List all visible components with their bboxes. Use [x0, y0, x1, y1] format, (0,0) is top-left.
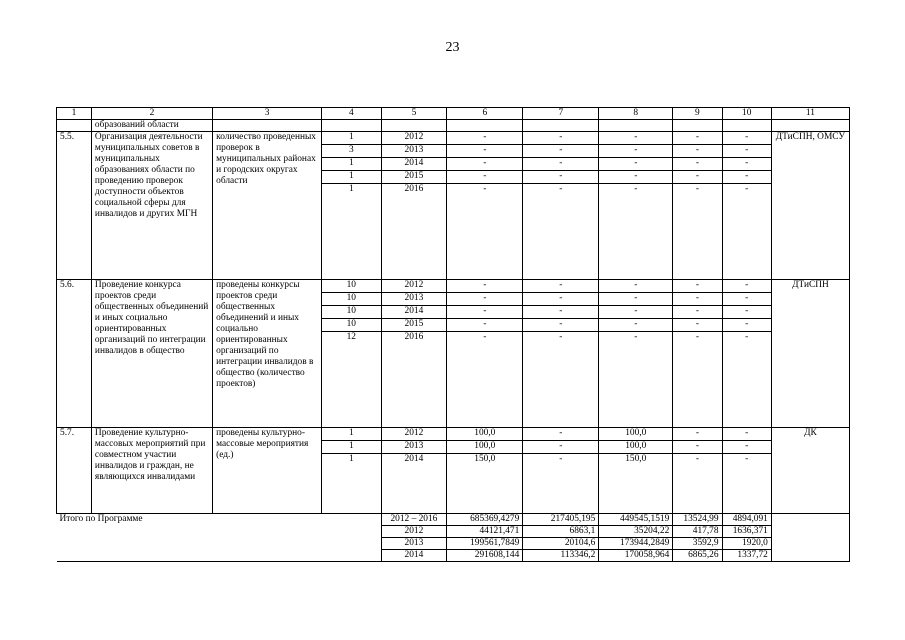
table-row	[57, 132, 850, 145]
amount-cell: -	[722, 454, 771, 514]
amount-cell: -	[722, 441, 771, 454]
indicator-value: 1	[322, 171, 382, 184]
year-cell: 2014	[381, 454, 447, 514]
amount-cell: -	[673, 293, 722, 306]
table-cell	[673, 120, 722, 132]
amount-cell: -	[673, 171, 722, 184]
indicator-text: проведены культурно-массовые мероприятия (ед.)	[213, 428, 322, 514]
amount-cell: -	[722, 306, 771, 319]
amount-cell: 13524,99	[673, 514, 722, 526]
amount-cell: -	[673, 145, 722, 158]
amount-cell: -	[447, 280, 523, 293]
amount-cell: -	[523, 332, 599, 428]
year-cell: 2014	[381, 158, 447, 171]
year-cell: 2013	[381, 293, 447, 306]
carry-over-row	[57, 120, 850, 132]
amount-cell: -	[722, 184, 771, 280]
amount-cell: -	[599, 184, 673, 280]
year-cell: 2014	[381, 550, 447, 562]
amount-cell: 170058,964	[599, 550, 673, 562]
executor-cell	[771, 514, 849, 562]
amount-cell: -	[673, 319, 722, 332]
indicator-text: проведены конкурсы проектов среди общественных объединений и иных социально ориентированных организаций по интеграции инвалидов в общество (количество проектов)	[213, 280, 322, 428]
totals-label: Итого по Программе	[57, 514, 382, 562]
amount-cell: -	[673, 132, 722, 145]
table-row	[57, 428, 850, 441]
amount-cell: -	[447, 158, 523, 171]
amount-cell: -	[722, 293, 771, 306]
item-number: 5.6.	[57, 280, 92, 428]
carry-over-text: образований области	[91, 120, 212, 132]
amount-cell: -	[523, 306, 599, 319]
amount-cell: -	[523, 184, 599, 280]
amount-cell: 100,0	[447, 441, 523, 454]
indicator-value: 1	[322, 184, 382, 280]
column-header: 5	[381, 108, 447, 120]
amount-cell: -	[447, 293, 523, 306]
amount-cell: 417,78	[673, 526, 722, 538]
column-header: 2	[91, 108, 212, 120]
amount-cell: -	[722, 145, 771, 158]
table-cell	[213, 120, 322, 132]
amount-cell: 199561,7849	[447, 538, 523, 550]
amount-cell: 1337,72	[722, 550, 771, 562]
table-cell	[447, 120, 523, 132]
amount-cell: -	[599, 145, 673, 158]
year-cell: 2016	[381, 332, 447, 428]
indicator-value: 1	[322, 454, 382, 514]
activity-name: Проведение культурно-массовых мероприятий при совместном участии инвалидов и граждан, не являющихся инвалидами	[91, 428, 212, 514]
amount-cell: 6865,26	[673, 550, 722, 562]
amount-cell: -	[599, 319, 673, 332]
amount-cell: -	[523, 293, 599, 306]
activity-name: Организация деятельности муниципальных советов в муниципальных образованиях области по проведению проверок доступности объектов социальной сферы для инвалидов и других МГН	[91, 132, 212, 280]
indicator-value: 10	[322, 280, 382, 293]
executor-cell: ДТиСПН, ОМСУ	[771, 132, 849, 280]
amount-cell: -	[673, 306, 722, 319]
column-header: 4	[322, 108, 382, 120]
year-cell: 2013	[381, 538, 447, 550]
column-header: 1	[57, 108, 92, 120]
amount-cell: -	[447, 332, 523, 428]
amount-cell: 44121,471	[447, 526, 523, 538]
amount-cell: 100,0	[599, 441, 673, 454]
indicator-value: 12	[322, 332, 382, 428]
page-number: 23	[445, 40, 460, 55]
year-cell: 2012	[381, 526, 447, 538]
amount-cell: -	[599, 132, 673, 145]
indicator-value: 1	[322, 158, 382, 171]
amount-cell: -	[673, 441, 722, 454]
amount-cell: -	[523, 428, 599, 441]
amount-cell: 20104,6	[523, 538, 599, 550]
year-cell: 2015	[381, 319, 447, 332]
amount-cell: -	[447, 145, 523, 158]
year-cell: 2015	[381, 171, 447, 184]
amount-cell: -	[599, 171, 673, 184]
amount-cell: -	[673, 280, 722, 293]
amount-cell: 150,0	[447, 454, 523, 514]
table-cell	[322, 120, 382, 132]
amount-cell: -	[722, 158, 771, 171]
amount-cell: -	[599, 332, 673, 428]
amount-cell: -	[722, 280, 771, 293]
amount-cell: -	[523, 145, 599, 158]
amount-cell: -	[523, 171, 599, 184]
column-header: 8	[599, 108, 673, 120]
amount-cell: -	[722, 428, 771, 441]
amount-cell: -	[722, 319, 771, 332]
amount-cell: -	[673, 454, 722, 514]
amount-cell: 100,0	[599, 428, 673, 441]
column-header: 7	[523, 108, 599, 120]
table-cell	[771, 120, 849, 132]
year-cell: 2012	[381, 132, 447, 145]
year-cell: 2013	[381, 441, 447, 454]
year-cell: 2012	[381, 280, 447, 293]
indicator-value: 10	[322, 293, 382, 306]
amount-cell: -	[523, 454, 599, 514]
table-cell	[599, 120, 673, 132]
amount-cell: -	[673, 332, 722, 428]
amount-cell: -	[673, 428, 722, 441]
amount-cell: -	[599, 293, 673, 306]
column-header: 11	[771, 108, 849, 120]
activity-name: Проведение конкурса проектов среди общественных объединений и иных социально ориентированных организаций по интеграции инвалидов в общество	[91, 280, 212, 428]
amount-cell: 173944,2849	[599, 538, 673, 550]
table-cell	[722, 120, 771, 132]
amount-cell: -	[447, 319, 523, 332]
amount-cell: -	[599, 158, 673, 171]
amount-cell: -	[599, 280, 673, 293]
item-number: 5.7.	[57, 428, 92, 514]
amount-cell: -	[523, 319, 599, 332]
indicator-value: 10	[322, 319, 382, 332]
indicator-value: 10	[322, 306, 382, 319]
year-cell: 2016	[381, 184, 447, 280]
amount-cell: 3592,9	[673, 538, 722, 550]
item-number: 5.5.	[57, 132, 92, 280]
year-cell: 2012	[381, 428, 447, 441]
table-cell	[523, 120, 599, 132]
totals-row	[57, 514, 850, 526]
table-cell	[57, 120, 92, 132]
table-cell	[381, 120, 447, 132]
column-header: 3	[213, 108, 322, 120]
amount-cell: 217405,195	[523, 514, 599, 526]
indicator-text: количество проведенных проверок в муниципальных районах и городских округах области	[213, 132, 322, 280]
column-header: 6	[447, 108, 523, 120]
year-cell: 2013	[381, 145, 447, 158]
amount-cell: -	[523, 441, 599, 454]
amount-cell: -	[523, 132, 599, 145]
amount-cell: 100,0	[447, 428, 523, 441]
indicator-value: 1	[322, 132, 382, 145]
amount-cell: 113346,2	[523, 550, 599, 562]
amount-cell: 685369,4279	[447, 514, 523, 526]
year-cell: 2012 – 2016	[381, 514, 447, 526]
column-header: 9	[673, 108, 722, 120]
year-cell: 2014	[381, 306, 447, 319]
executor-cell: ДК	[771, 428, 849, 514]
amount-cell: -	[447, 171, 523, 184]
amount-cell: -	[447, 132, 523, 145]
amount-cell: 291608,144	[447, 550, 523, 562]
amount-cell: -	[523, 280, 599, 293]
amount-cell: -	[722, 132, 771, 145]
amount-cell: -	[722, 171, 771, 184]
amount-cell: 1636,371	[722, 526, 771, 538]
indicator-value: 1	[322, 441, 382, 454]
amount-cell: -	[722, 332, 771, 428]
amount-cell: 4894,091	[722, 514, 771, 526]
amount-cell: -	[447, 306, 523, 319]
amount-cell: 6863,1	[523, 526, 599, 538]
program-table	[56, 107, 850, 562]
indicator-value: 1	[322, 428, 382, 441]
amount-cell: -	[523, 158, 599, 171]
header-row	[57, 108, 850, 120]
amount-cell: 1920,0	[722, 538, 771, 550]
table-row	[57, 280, 850, 293]
amount-cell: -	[447, 184, 523, 280]
amount-cell: -	[599, 306, 673, 319]
amount-cell: 449545,1519	[599, 514, 673, 526]
amount-cell: 35204,22	[599, 526, 673, 538]
amount-cell: -	[673, 184, 722, 280]
executor-cell: ДТиСПН	[771, 280, 849, 428]
indicator-value: 3	[322, 145, 382, 158]
amount-cell: 150,0	[599, 454, 673, 514]
column-header: 10	[722, 108, 771, 120]
amount-cell: -	[673, 158, 722, 171]
